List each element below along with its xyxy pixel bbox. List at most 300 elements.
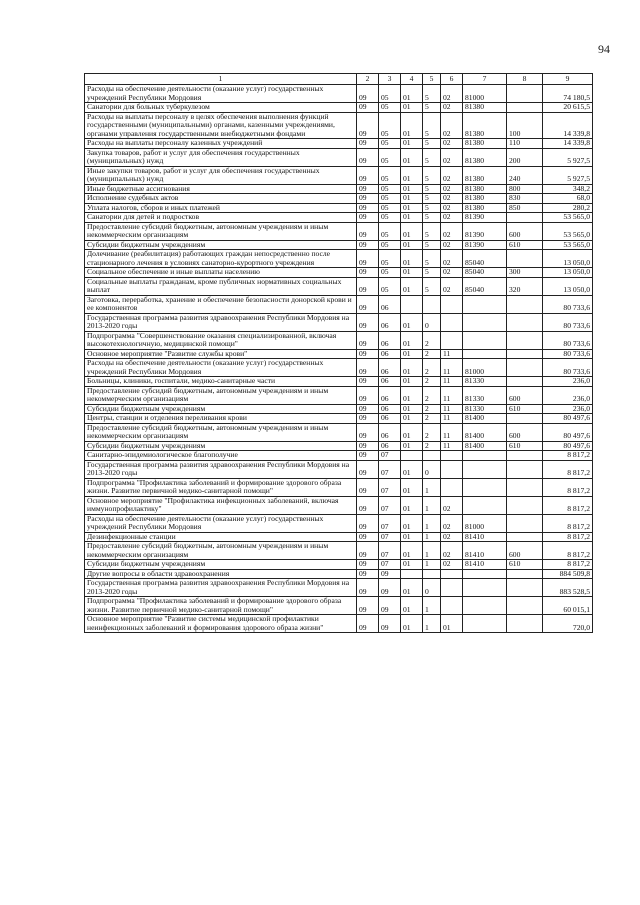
section-code-cell: 09	[357, 112, 379, 139]
program-code-cell: 01	[401, 194, 423, 204]
section-code-cell: 09	[357, 441, 379, 451]
direction-code-cell: 81330	[463, 377, 507, 387]
table-row	[85, 597, 593, 615]
activity-code-cell: 02	[441, 166, 463, 184]
section-code-cell: 09	[357, 184, 379, 194]
table-row	[85, 103, 593, 113]
table-row	[85, 532, 593, 542]
expense-type-cell: 800	[507, 184, 543, 194]
table-row	[85, 250, 593, 268]
expense-type-cell	[507, 313, 543, 331]
program-code-cell: 01	[401, 359, 423, 377]
subprogram-code-cell: 5	[423, 268, 441, 278]
budget-table	[84, 73, 593, 633]
table-row	[85, 579, 593, 597]
subprogram-code-cell: 5	[423, 112, 441, 139]
subsection-code-cell: 09	[379, 597, 401, 615]
row-name-cell: Санитарно-эпидемиологическое благополучие	[85, 451, 357, 461]
row-name-cell: Государственная программа развития здравоохранения Республики Мордовия на 2013-2020 годы	[85, 313, 357, 331]
expense-type-cell	[507, 213, 543, 223]
program-code-cell: 01	[401, 213, 423, 223]
subprogram-code-cell: 1	[423, 560, 441, 570]
row-name-cell: Подпрограмма "Совершенствование оказания специализированной, включая высокотехнологичную, медицинской помощи"	[85, 331, 357, 349]
amount-cell: 884 509,8	[543, 569, 593, 579]
row-name-cell: Санатории для больных туберкулезом	[85, 103, 357, 113]
direction-code-cell: 81400	[463, 441, 507, 451]
amount-cell: 13 050,0	[543, 277, 593, 295]
subprogram-code-cell: 2	[423, 423, 441, 441]
program-code-cell: 01	[401, 532, 423, 542]
amount-cell: 280,2	[543, 203, 593, 213]
expense-type-cell	[507, 85, 543, 103]
page-number: 94	[598, 42, 610, 56]
expense-type-cell	[507, 295, 543, 313]
section-code-cell: 09	[357, 277, 379, 295]
row-name-cell: Социальные выплаты гражданам, кроме публичных нормативных социальных выплат	[85, 277, 357, 295]
activity-code-cell: 02	[441, 112, 463, 139]
header-cell: 7	[463, 74, 507, 85]
activity-code-cell: 11	[441, 377, 463, 387]
header-cell: 4	[401, 74, 423, 85]
subsection-code-cell: 05	[379, 85, 401, 103]
row-name-cell: Другие вопросы в области здравоохранения	[85, 569, 357, 579]
direction-code-cell	[463, 569, 507, 579]
table-row	[85, 451, 593, 461]
direction-code-cell: 81390	[463, 222, 507, 240]
table-row	[85, 460, 593, 478]
subprogram-code-cell	[423, 451, 441, 461]
subprogram-code-cell: 5	[423, 166, 441, 184]
amount-cell: 80 733,6	[543, 313, 593, 331]
section-code-cell: 09	[357, 542, 379, 560]
activity-code-cell: 02	[441, 103, 463, 113]
amount-cell: 8 817,2	[543, 478, 593, 496]
subprogram-code-cell: 1	[423, 478, 441, 496]
expense-type-cell: 610	[507, 441, 543, 451]
header-cell: 9	[543, 74, 593, 85]
subsection-code-cell: 07	[379, 460, 401, 478]
activity-code-cell: 11	[441, 359, 463, 377]
row-name-cell: Иные бюджетные ассигнования	[85, 184, 357, 194]
subsection-code-cell: 07	[379, 532, 401, 542]
section-code-cell: 09	[357, 313, 379, 331]
section-code-cell: 09	[357, 139, 379, 149]
row-name-cell: Основное мероприятие "Развитие службы крови"	[85, 349, 357, 359]
section-code-cell: 09	[357, 349, 379, 359]
table-row	[85, 386, 593, 404]
expense-type-cell	[507, 514, 543, 532]
subsection-code-cell: 05	[379, 250, 401, 268]
section-code-cell: 09	[357, 103, 379, 113]
row-name-cell: Основное мероприятие "Профилактика инфекционных заболеваний, включая иммунопрофилактику"	[85, 496, 357, 514]
section-code-cell: 09	[357, 295, 379, 313]
program-code-cell: 01	[401, 250, 423, 268]
subprogram-code-cell: 2	[423, 404, 441, 414]
amount-cell: 720,0	[543, 615, 593, 633]
program-code-cell: 01	[401, 112, 423, 139]
program-code-cell: 01	[401, 414, 423, 424]
section-code-cell: 09	[357, 240, 379, 250]
subprogram-code-cell: 5	[423, 184, 441, 194]
section-code-cell: 09	[357, 579, 379, 597]
activity-code-cell	[441, 478, 463, 496]
amount-cell: 8 817,2	[543, 542, 593, 560]
subprogram-code-cell: 1	[423, 496, 441, 514]
section-code-cell: 09	[357, 386, 379, 404]
amount-cell: 13 050,0	[543, 250, 593, 268]
amount-cell: 8 817,2	[543, 460, 593, 478]
expense-type-cell	[507, 331, 543, 349]
subprogram-code-cell: 2	[423, 441, 441, 451]
expense-type-cell: 610	[507, 560, 543, 570]
amount-cell: 348,2	[543, 184, 593, 194]
activity-code-cell: 11	[441, 441, 463, 451]
table-row	[85, 222, 593, 240]
program-code-cell: 01	[401, 349, 423, 359]
section-code-cell: 09	[357, 532, 379, 542]
section-code-cell: 09	[357, 331, 379, 349]
activity-code-cell: 02	[441, 542, 463, 560]
subprogram-code-cell: 5	[423, 85, 441, 103]
amount-cell: 8 817,2	[543, 496, 593, 514]
direction-code-cell: 81380	[463, 203, 507, 213]
amount-cell: 236,0	[543, 404, 593, 414]
amount-cell: 68,0	[543, 194, 593, 204]
amount-cell: 53 565,0	[543, 213, 593, 223]
program-code-cell: 01	[401, 268, 423, 278]
activity-code-cell: 02	[441, 268, 463, 278]
subsection-code-cell: 07	[379, 478, 401, 496]
amount-cell: 13 050,0	[543, 268, 593, 278]
expense-type-cell: 240	[507, 166, 543, 184]
program-code-cell: 01	[401, 184, 423, 194]
row-name-cell: Предоставление субсидий бюджетным, автономным учреждениям и иным некоммерческим организациям	[85, 386, 357, 404]
amount-cell: 53 565,0	[543, 222, 593, 240]
activity-code-cell	[441, 460, 463, 478]
section-code-cell: 09	[357, 560, 379, 570]
program-code-cell: 01	[401, 460, 423, 478]
expense-type-cell: 850	[507, 203, 543, 213]
expense-type-cell	[507, 615, 543, 633]
subprogram-code-cell: 5	[423, 203, 441, 213]
subsection-code-cell: 06	[379, 359, 401, 377]
amount-cell: 80 497,6	[543, 414, 593, 424]
amount-cell: 5 927,5	[543, 166, 593, 184]
subsection-code-cell: 07	[379, 496, 401, 514]
expense-type-cell	[507, 414, 543, 424]
direction-code-cell	[463, 451, 507, 461]
table-row	[85, 569, 593, 579]
direction-code-cell: 81380	[463, 184, 507, 194]
table-row	[85, 213, 593, 223]
table-row	[85, 85, 593, 103]
direction-code-cell	[463, 615, 507, 633]
row-name-cell: Санатории для детей и подростков	[85, 213, 357, 223]
activity-code-cell	[441, 313, 463, 331]
subprogram-code-cell: 0	[423, 460, 441, 478]
header-cell: 2	[357, 74, 379, 85]
amount-cell: 8 817,2	[543, 451, 593, 461]
expense-type-cell	[507, 377, 543, 387]
table-row	[85, 295, 593, 313]
header-cell: 3	[379, 74, 401, 85]
amount-cell: 80 497,6	[543, 423, 593, 441]
section-code-cell: 09	[357, 569, 379, 579]
program-code-cell: 01	[401, 597, 423, 615]
expense-type-cell: 600	[507, 222, 543, 240]
row-name-cell: Дезинфекционные станции	[85, 532, 357, 542]
program-code-cell: 01	[401, 478, 423, 496]
amount-cell: 883 528,5	[543, 579, 593, 597]
subprogram-code-cell: 5	[423, 139, 441, 149]
expense-type-cell	[507, 579, 543, 597]
direction-code-cell: 81400	[463, 414, 507, 424]
program-code-cell: 01	[401, 377, 423, 387]
direction-code-cell: 81380	[463, 194, 507, 204]
subsection-code-cell: 09	[379, 579, 401, 597]
activity-code-cell: 02	[441, 222, 463, 240]
activity-code-cell: 11	[441, 386, 463, 404]
direction-code-cell: 81380	[463, 112, 507, 139]
table-row	[85, 148, 593, 166]
subsection-code-cell: 05	[379, 268, 401, 278]
row-name-cell: Государственная программа развития здравоохранения Республики Мордовия на 2013-2020 годы	[85, 579, 357, 597]
amount-cell: 60 015,1	[543, 597, 593, 615]
subsection-code-cell: 09	[379, 569, 401, 579]
activity-code-cell: 02	[441, 148, 463, 166]
section-code-cell: 09	[357, 615, 379, 633]
row-name-cell: Долечивание (реабилитация) работающих граждан непосредственно после стационарного лечения в условиях санаторно-курортного учреждения	[85, 250, 357, 268]
table-row	[85, 423, 593, 441]
expense-type-cell	[507, 250, 543, 268]
program-code-cell: 01	[401, 203, 423, 213]
direction-code-cell	[463, 295, 507, 313]
subsection-code-cell: 06	[379, 404, 401, 414]
row-name-cell: Исполнение судебных актов	[85, 194, 357, 204]
program-code-cell: 01	[401, 313, 423, 331]
section-code-cell: 09	[357, 423, 379, 441]
section-code-cell: 09	[357, 359, 379, 377]
table-row	[85, 478, 593, 496]
direction-code-cell: 81380	[463, 148, 507, 166]
subprogram-code-cell: 2	[423, 414, 441, 424]
table-row	[85, 514, 593, 532]
expense-type-cell: 110	[507, 139, 543, 149]
activity-code-cell: 02	[441, 250, 463, 268]
program-code-cell: 01	[401, 166, 423, 184]
table-row	[85, 615, 593, 633]
program-code-cell	[401, 569, 423, 579]
subsection-code-cell: 09	[379, 615, 401, 633]
activity-code-cell: 02	[441, 203, 463, 213]
program-code-cell: 01	[401, 85, 423, 103]
subsection-code-cell: 05	[379, 222, 401, 240]
program-code-cell: 01	[401, 404, 423, 414]
row-name-cell: Расходы на обеспечение деятельности (оказание услуг) государственных учреждений Республики Мордовия	[85, 514, 357, 532]
activity-code-cell: 11	[441, 414, 463, 424]
table-row	[85, 166, 593, 184]
direction-code-cell: 81400	[463, 423, 507, 441]
subprogram-code-cell: 1	[423, 597, 441, 615]
expense-type-cell: 610	[507, 404, 543, 414]
subprogram-code-cell: 1	[423, 514, 441, 532]
row-name-cell: Субсидии бюджетным учреждениям	[85, 560, 357, 570]
subprogram-code-cell: 5	[423, 277, 441, 295]
expense-type-cell: 600	[507, 542, 543, 560]
amount-cell: 8 817,2	[543, 514, 593, 532]
row-name-cell: Предоставление субсидий бюджетным, автономным учреждениям и иным некоммерческим организациям	[85, 423, 357, 441]
amount-cell: 8 817,2	[543, 560, 593, 570]
section-code-cell: 09	[357, 496, 379, 514]
section-code-cell: 09	[357, 404, 379, 414]
row-name-cell: Субсидии бюджетным учреждениям	[85, 404, 357, 414]
row-name-cell: Субсидии бюджетным учреждениям	[85, 240, 357, 250]
row-name-cell: Предоставление субсидий бюджетным, автономным учреждениям и иным некоммерческим организациям	[85, 222, 357, 240]
subprogram-code-cell: 2	[423, 386, 441, 404]
direction-code-cell: 81000	[463, 359, 507, 377]
amount-cell: 20 615,5	[543, 103, 593, 113]
direction-code-cell: 81380	[463, 166, 507, 184]
activity-code-cell: 02	[441, 240, 463, 250]
header-cell: 5	[423, 74, 441, 85]
expense-type-cell	[507, 451, 543, 461]
row-name-cell: Закупка товаров, работ и услуг для обеспечения государственных (муниципальных) нужд	[85, 148, 357, 166]
direction-code-cell: 81380	[463, 103, 507, 113]
expense-type-cell	[507, 532, 543, 542]
amount-cell: 80 733,6	[543, 331, 593, 349]
row-name-cell: Социальное обеспечение и иные выплаты населению	[85, 268, 357, 278]
expense-type-cell: 830	[507, 194, 543, 204]
subsection-code-cell: 06	[379, 423, 401, 441]
direction-code-cell: 81380	[463, 139, 507, 149]
table-header-row	[85, 74, 593, 85]
activity-code-cell	[441, 597, 463, 615]
header-cell: 1	[85, 74, 357, 85]
row-name-cell: Центры, станции и отделения переливания крови	[85, 414, 357, 424]
subsection-code-cell: 05	[379, 240, 401, 250]
section-code-cell: 09	[357, 222, 379, 240]
subsection-code-cell: 05	[379, 112, 401, 139]
row-name-cell: Иные закупки товаров, работ и услуг для обеспечения государственных (муниципальных) нужд	[85, 166, 357, 184]
subprogram-code-cell	[423, 569, 441, 579]
expense-type-cell: 320	[507, 277, 543, 295]
row-name-cell: Расходы на выплаты персоналу казенных учреждений	[85, 139, 357, 149]
row-name-cell: Уплата налогов, сборов и иных платежей	[85, 203, 357, 213]
program-code-cell: 01	[401, 386, 423, 404]
section-code-cell: 09	[357, 148, 379, 166]
table-row	[85, 184, 593, 194]
table-row	[85, 139, 593, 149]
direction-code-cell: 81410	[463, 560, 507, 570]
expense-type-cell	[507, 597, 543, 615]
table-row	[85, 560, 593, 570]
subsection-code-cell: 05	[379, 213, 401, 223]
program-code-cell: 01	[401, 331, 423, 349]
direction-code-cell: 85040	[463, 268, 507, 278]
row-name-cell: Основное мероприятие "Развитие системы медицинской профилактики неинфекционных заболеваний и формирования здорового образа жизни"	[85, 615, 357, 633]
direction-code-cell	[463, 597, 507, 615]
expense-type-cell	[507, 359, 543, 377]
table-row	[85, 313, 593, 331]
subsection-code-cell: 06	[379, 441, 401, 451]
row-name-cell: Подпрограмма "Профилактика заболеваний и формирование здорового образа жизни. Развитие первичной медико-санитарной помощи"	[85, 597, 357, 615]
activity-code-cell: 02	[441, 194, 463, 204]
program-code-cell: 01	[401, 615, 423, 633]
amount-cell: 80 733,6	[543, 359, 593, 377]
direction-code-cell: 81410	[463, 542, 507, 560]
subsection-code-cell: 06	[379, 377, 401, 387]
table-row	[85, 441, 593, 451]
activity-code-cell: 11	[441, 349, 463, 359]
direction-code-cell	[463, 496, 507, 514]
program-code-cell: 01	[401, 148, 423, 166]
subprogram-code-cell: 2	[423, 331, 441, 349]
section-code-cell: 09	[357, 213, 379, 223]
program-code-cell: 01	[401, 514, 423, 532]
activity-code-cell: 01	[441, 615, 463, 633]
section-code-cell: 09	[357, 597, 379, 615]
subprogram-code-cell: 5	[423, 148, 441, 166]
table-row	[85, 377, 593, 387]
subsection-code-cell: 06	[379, 313, 401, 331]
expense-type-cell: 600	[507, 386, 543, 404]
program-code-cell: 01	[401, 579, 423, 597]
program-code-cell: 01	[401, 103, 423, 113]
activity-code-cell: 02	[441, 514, 463, 532]
expense-type-cell	[507, 569, 543, 579]
section-code-cell: 09	[357, 451, 379, 461]
activity-code-cell	[441, 331, 463, 349]
activity-code-cell: 11	[441, 404, 463, 414]
program-code-cell: 01	[401, 542, 423, 560]
table-row	[85, 112, 593, 139]
table-row	[85, 268, 593, 278]
section-code-cell: 09	[357, 377, 379, 387]
expense-type-cell: 300	[507, 268, 543, 278]
program-code-cell: 01	[401, 277, 423, 295]
expense-type-cell	[507, 349, 543, 359]
table-row	[85, 277, 593, 295]
direction-code-cell	[463, 349, 507, 359]
row-name-cell: Расходы на выплаты персоналу в целях обеспечения выполнения функций государственными (муниципальными) органами, казенными учреждениями, органами управления государственными внебюджетными фондами	[85, 112, 357, 139]
expense-type-cell: 600	[507, 423, 543, 441]
subsection-code-cell: 07	[379, 514, 401, 532]
row-name-cell: Больницы, клиники, госпитали, медико-санитарные части	[85, 377, 357, 387]
amount-cell: 8 817,2	[543, 532, 593, 542]
program-code-cell: 01	[401, 222, 423, 240]
activity-code-cell	[441, 579, 463, 597]
amount-cell: 80 733,6	[543, 349, 593, 359]
expense-type-cell	[507, 496, 543, 514]
section-code-cell: 09	[357, 478, 379, 496]
direction-code-cell: 81390	[463, 213, 507, 223]
subprogram-code-cell: 5	[423, 240, 441, 250]
subprogram-code-cell: 1	[423, 532, 441, 542]
expense-type-cell	[507, 103, 543, 113]
subsection-code-cell: 07	[379, 560, 401, 570]
subsection-code-cell: 05	[379, 103, 401, 113]
program-code-cell: 01	[401, 441, 423, 451]
subprogram-code-cell	[423, 295, 441, 313]
direction-code-cell: 81410	[463, 532, 507, 542]
row-name-cell: Субсидии бюджетным учреждениям	[85, 441, 357, 451]
program-code-cell	[401, 295, 423, 313]
direction-code-cell: 81330	[463, 386, 507, 404]
amount-cell: 74 180,5	[543, 85, 593, 103]
direction-code-cell	[463, 313, 507, 331]
activity-code-cell: 02	[441, 85, 463, 103]
row-name-cell: Расходы на обеспечение деятельности (оказание услуг) государственных учреждений Республики Мордовия	[85, 85, 357, 103]
